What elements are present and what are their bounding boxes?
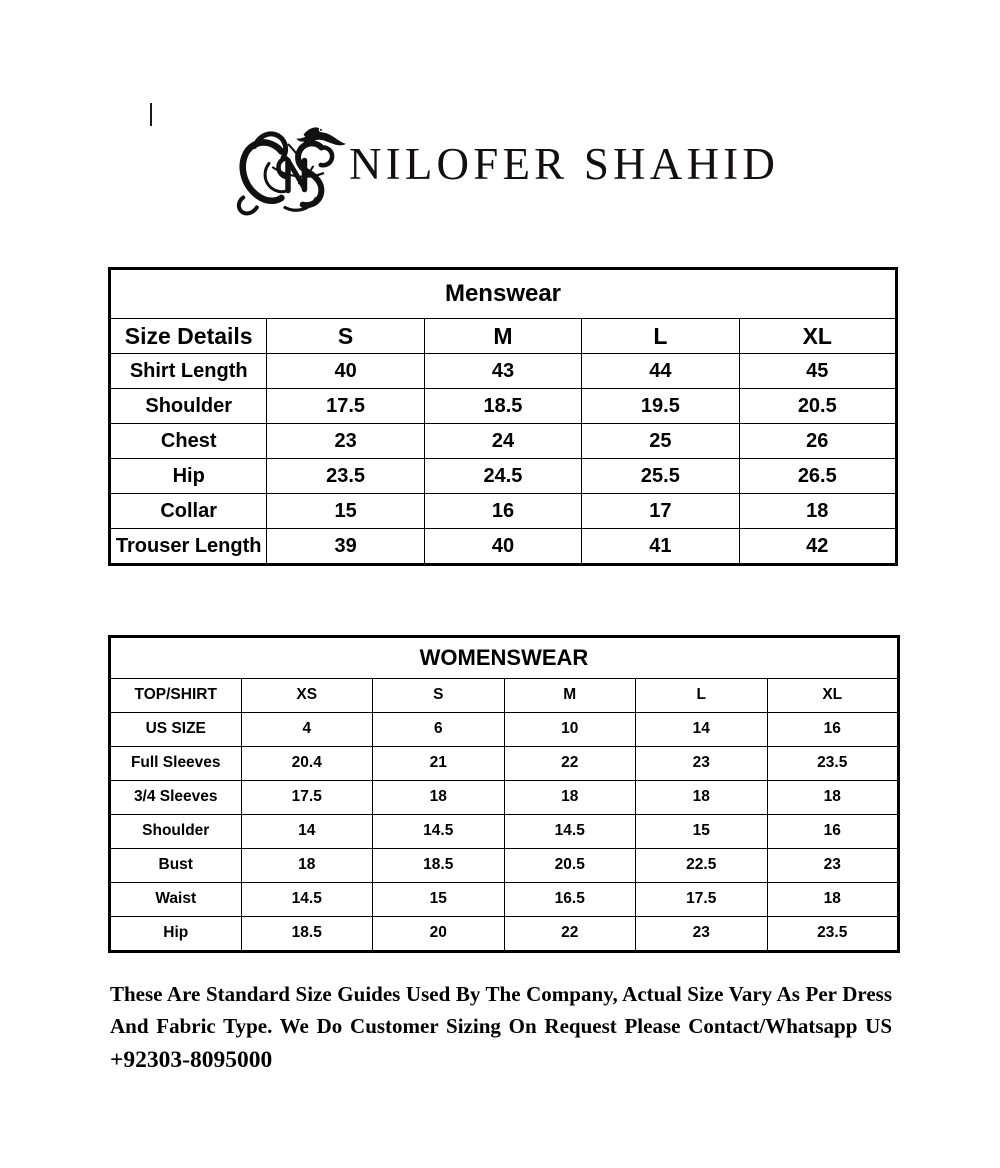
table-row xyxy=(110,849,899,883)
menswear-cell: 44 xyxy=(582,354,739,389)
table-row xyxy=(110,713,899,747)
womenswear-title-row xyxy=(110,637,899,679)
womenswear-cell: 20.5 xyxy=(504,849,636,883)
womenswear-row-label: Bust xyxy=(110,849,242,883)
menswear-cell: 40 xyxy=(267,354,424,389)
table-row xyxy=(110,815,899,849)
menswear-cell: 17 xyxy=(582,494,739,529)
womenswear-row-label: Waist xyxy=(110,883,242,917)
womenswear-row-label: US SIZE xyxy=(110,713,242,747)
menswear-cell: 23 xyxy=(267,424,424,459)
menswear-cell: 24.5 xyxy=(424,459,581,494)
womenswear-cell: 18 xyxy=(767,781,899,815)
womenswear-cell: 20 xyxy=(373,917,505,952)
womenswear-cell: 20.4 xyxy=(241,747,373,781)
menswear-cell: 16 xyxy=(424,494,581,529)
womenswear-cell: 22.5 xyxy=(636,849,768,883)
table-row xyxy=(110,747,899,781)
menswear-cell: 18.5 xyxy=(424,389,581,424)
nilofer-shahid-monogram-icon xyxy=(225,111,349,223)
womenswear-cell: 18.5 xyxy=(373,849,505,883)
womenswear-cell: 23 xyxy=(767,849,899,883)
whatsapp-phone-number: +92303-8095000 xyxy=(110,1046,273,1073)
womenswear-cell: 15 xyxy=(373,883,505,917)
womenswear-header-s: S xyxy=(373,679,505,713)
menswear-row-label: Shoulder xyxy=(110,389,267,424)
womenswear-header-xl: XL xyxy=(767,679,899,713)
womenswear-row-label: Shoulder xyxy=(110,815,242,849)
womenswear-title: WOMENSWEAR xyxy=(110,637,899,679)
womenswear-cell: 16 xyxy=(767,815,899,849)
menswear-header-row xyxy=(110,319,897,354)
menswear-header-m: M xyxy=(424,319,581,354)
menswear-cell: 25 xyxy=(582,424,739,459)
menswear-row-label: Collar xyxy=(110,494,267,529)
menswear-row-label: Hip xyxy=(110,459,267,494)
menswear-cell: 24 xyxy=(424,424,581,459)
menswear-header-s: S xyxy=(267,319,424,354)
womenswear-cell: 22 xyxy=(504,917,636,952)
womenswear-cell: 23 xyxy=(636,747,768,781)
womenswear-cell: 6 xyxy=(373,713,505,747)
menswear-header-l: L xyxy=(582,319,739,354)
table-row xyxy=(110,494,897,529)
menswear-cell: 26 xyxy=(739,424,896,459)
menswear-size-table xyxy=(108,267,898,566)
womenswear-row-label: Hip xyxy=(110,917,242,952)
womenswear-header-top-shirt: TOP/SHIRT xyxy=(110,679,242,713)
menswear-cell: 43 xyxy=(424,354,581,389)
table-row xyxy=(110,389,897,424)
menswear-cell: 42 xyxy=(739,529,896,565)
womenswear-cell: 14 xyxy=(636,713,768,747)
menswear-row-label: Shirt Length xyxy=(110,354,267,389)
menswear-cell: 41 xyxy=(582,529,739,565)
menswear-cell: 23.5 xyxy=(267,459,424,494)
menswear-cell: 40 xyxy=(424,529,581,565)
womenswear-header-m: M xyxy=(504,679,636,713)
table-row xyxy=(110,354,897,389)
womenswear-cell: 14.5 xyxy=(373,815,505,849)
womenswear-header-l: L xyxy=(636,679,768,713)
size-guide-disclaimer xyxy=(110,979,892,1079)
womenswear-cell: 14 xyxy=(241,815,373,849)
womenswear-cell: 16.5 xyxy=(504,883,636,917)
table-row xyxy=(110,459,897,494)
womenswear-cell: 21 xyxy=(373,747,505,781)
table-row xyxy=(110,781,899,815)
menswear-cell: 26.5 xyxy=(739,459,896,494)
table-row xyxy=(110,424,897,459)
menswear-cell: 19.5 xyxy=(582,389,739,424)
menswear-row-label: Trouser Length xyxy=(110,529,267,565)
womenswear-header-xs: XS xyxy=(241,679,373,713)
menswear-title-row xyxy=(110,269,897,319)
womenswear-cell: 15 xyxy=(636,815,768,849)
womenswear-cell: 23.5 xyxy=(767,747,899,781)
womenswear-cell: 14.5 xyxy=(241,883,373,917)
menswear-cell: 25.5 xyxy=(582,459,739,494)
womenswear-header-row xyxy=(110,679,899,713)
table-row xyxy=(110,883,899,917)
menswear-header-xl: XL xyxy=(739,319,896,354)
womenswear-cell: 18.5 xyxy=(241,917,373,952)
womenswear-cell: 14.5 xyxy=(504,815,636,849)
table-row xyxy=(110,529,897,565)
disclaimer-text: These Are Standard Size Guides Used By The Company, Actual Size Vary As Per Dress And Fabric Type. We Do Customer Sizing On Request Please Contact/Whatsapp US xyxy=(110,982,892,1038)
womenswear-cell: 23.5 xyxy=(767,917,899,952)
womenswear-cell: 22 xyxy=(504,747,636,781)
brand-wordmark: NILOFER SHAHID xyxy=(348,139,780,189)
womenswear-row-label: 3/4 Sleeves xyxy=(110,781,242,815)
menswear-cell: 39 xyxy=(267,529,424,565)
womenswear-cell: 17.5 xyxy=(636,883,768,917)
menswear-cell: 18 xyxy=(739,494,896,529)
womenswear-cell: 16 xyxy=(767,713,899,747)
womenswear-cell: 18 xyxy=(636,781,768,815)
womenswear-cell: 23 xyxy=(636,917,768,952)
menswear-row-label: Chest xyxy=(110,424,267,459)
table-row xyxy=(110,917,899,952)
womenswear-cell: 18 xyxy=(373,781,505,815)
brand-logo xyxy=(0,104,1000,229)
menswear-title: Menswear xyxy=(110,269,897,319)
womenswear-cell: 4 xyxy=(241,713,373,747)
menswear-cell: 17.5 xyxy=(267,389,424,424)
menswear-header-size-details: Size Details xyxy=(110,319,267,354)
womenswear-row-label: Full Sleeves xyxy=(110,747,242,781)
womenswear-size-table xyxy=(108,635,900,953)
womenswear-cell: 18 xyxy=(767,883,899,917)
womenswear-cell: 17.5 xyxy=(241,781,373,815)
womenswear-cell: 10 xyxy=(504,713,636,747)
womenswear-cell: 18 xyxy=(504,781,636,815)
menswear-cell: 15 xyxy=(267,494,424,529)
menswear-cell: 20.5 xyxy=(739,389,896,424)
womenswear-cell: 18 xyxy=(241,849,373,883)
menswear-cell: 45 xyxy=(739,354,896,389)
